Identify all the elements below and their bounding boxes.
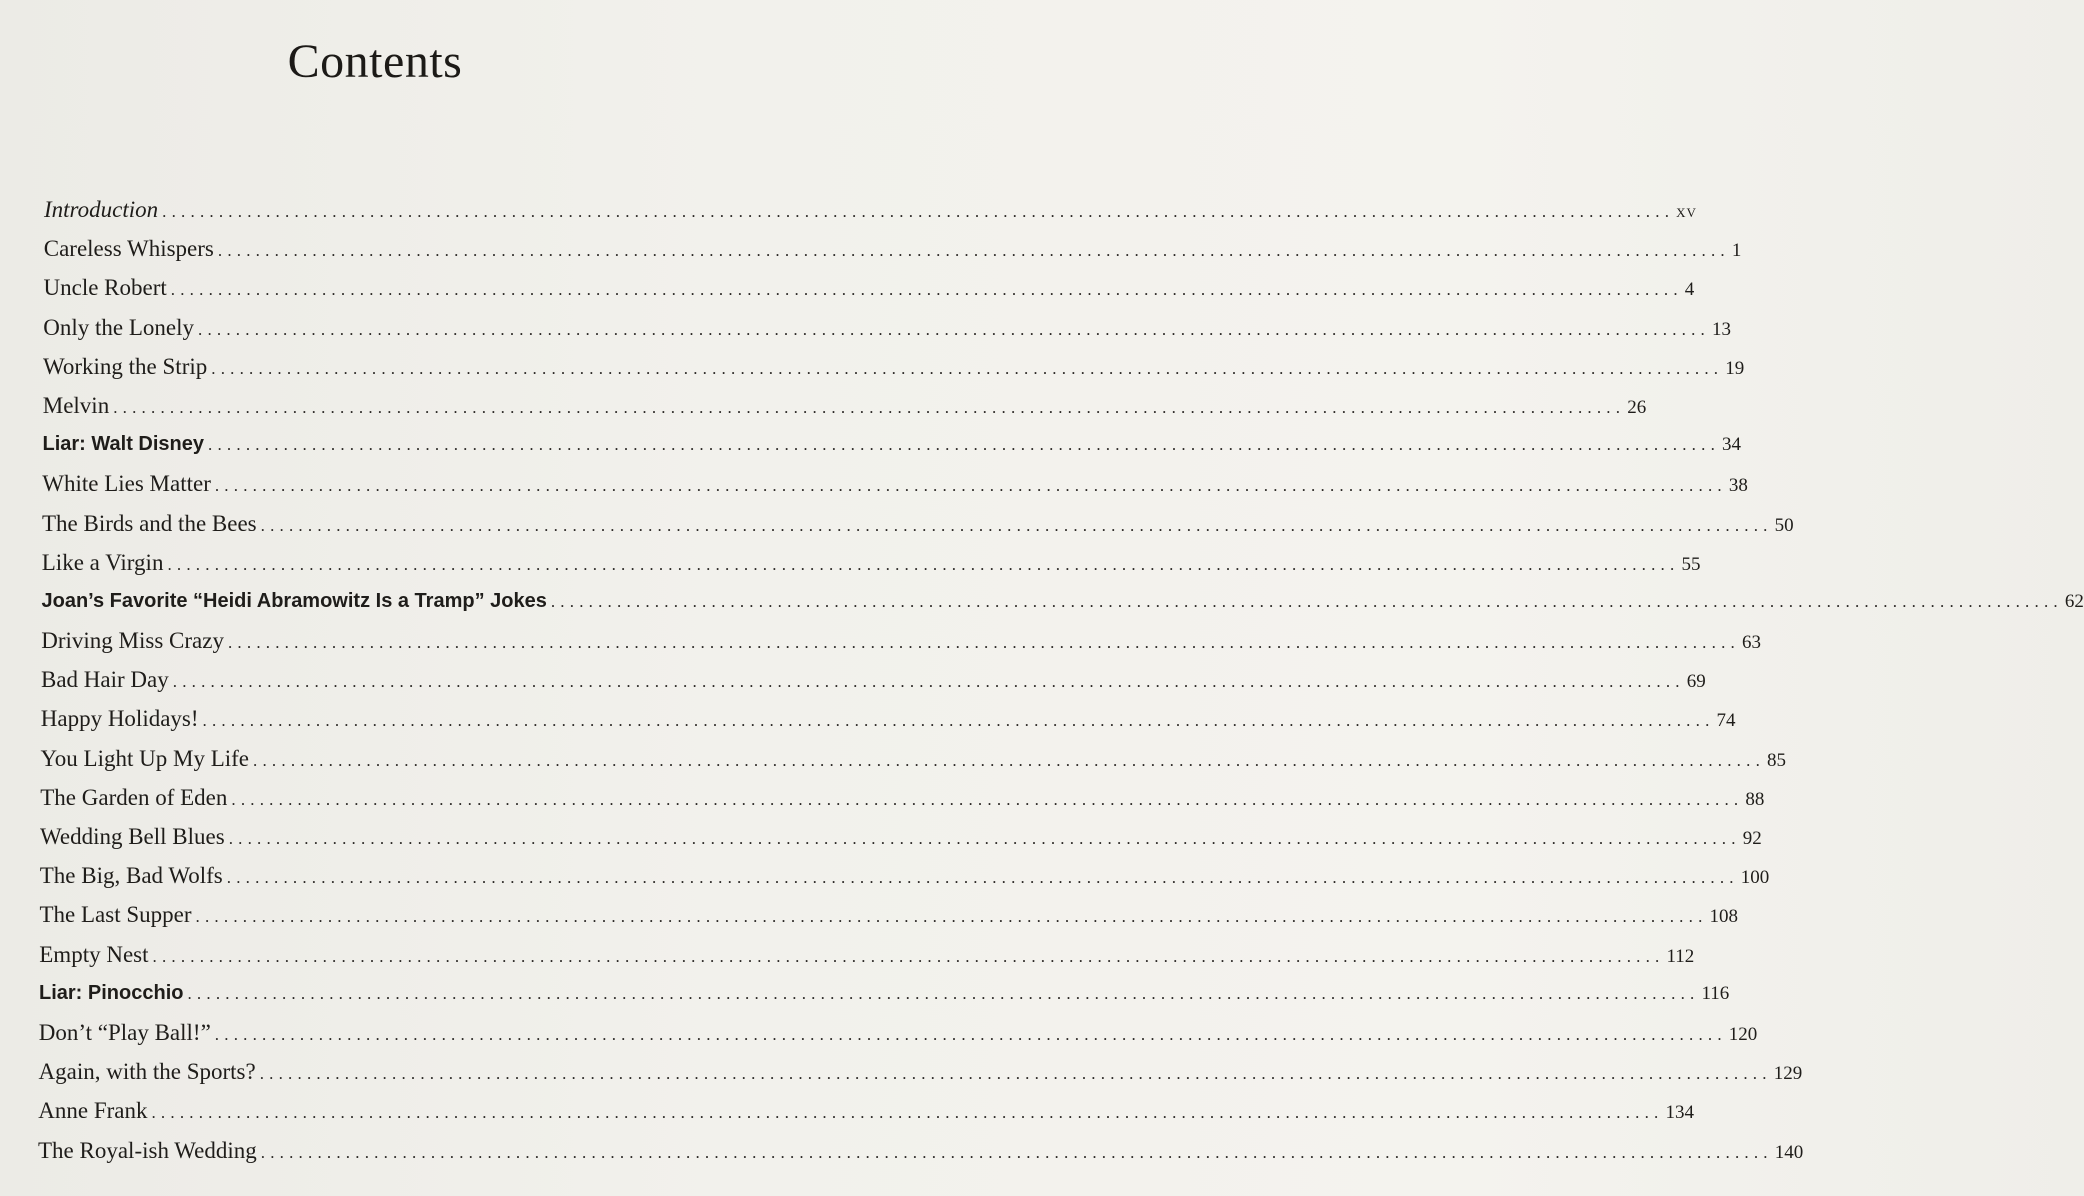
toc-entry-title: The Garden of Eden — [40, 784, 228, 810]
toc-entry-page: 62 — [2064, 590, 2084, 612]
toc-entry-page: 26 — [1627, 396, 1647, 418]
dot-leader: ................................................................................................................................................................ — [208, 435, 1721, 455]
toc-entry — [0, 1052, 1803, 1091]
toc-entry-title: White Lies Matter — [42, 471, 211, 497]
toc-entry-page: 100 — [1740, 867, 1770, 889]
dot-leader: ................................................................................................................................................................ — [113, 397, 1626, 417]
dot-leader: ................................................................................................................................................................ — [195, 907, 1708, 927]
toc-entry-page: 13 — [1712, 318, 1731, 340]
toc-entry-page: 92 — [1742, 828, 1762, 849]
toc-entry — [0, 504, 1794, 543]
toc-entry — [0, 308, 1731, 347]
toc-entry-title: Like a Virgin — [41, 549, 164, 575]
toc-entry-title: Don’t “Play Ball!” — [38, 1019, 211, 1045]
toc-entry-title: Introduction — [44, 197, 159, 222]
toc-entry — [0, 621, 1761, 660]
dot-leader: ................................................................................................................................................................ — [550, 591, 2063, 611]
toc-entry-page: 63 — [1741, 632, 1761, 654]
toc-entry-title: The Last Supper — [39, 902, 192, 928]
dot-leader: ................................................................................................................................................................ — [228, 829, 1741, 848]
toc-entry — [0, 817, 1762, 856]
toc-entry-page: 38 — [1728, 475, 1748, 497]
page-title: Contents — [287, 35, 463, 88]
toc-entry-title: Wedding Bell Blues — [40, 824, 225, 849]
dot-leader: ................................................................................................................................................................ — [214, 476, 1727, 496]
dot-leader: ................................................................................................................................................................ — [172, 672, 1685, 692]
toc-entry-title: Anne Frank — [38, 1098, 148, 1124]
toc-entry-page: 55 — [1681, 553, 1701, 575]
dot-leader: ................................................................................................................................................................ — [211, 358, 1724, 378]
toc-entry-title: Driving Miss Crazy — [41, 628, 224, 654]
toc-entry-page: 19 — [1725, 357, 1745, 379]
dot-leader: ................................................................................................................................................................ — [217, 241, 1730, 261]
dot-leader: ................................................................................................................................................................ — [226, 868, 1739, 888]
dot-leader: ................................................................................................................................................................ — [260, 1142, 1773, 1162]
toc-entry — [0, 347, 1745, 386]
table-of-contents — [0, 190, 2084, 1170]
toc-entry-page: 134 — [1665, 1102, 1694, 1124]
toc-entry — [0, 856, 1770, 895]
toc-entry-title: Uncle Robert — [43, 275, 167, 301]
toc-entry-page: 74 — [1716, 710, 1736, 732]
toc-entry-title: Working the Strip — [43, 353, 208, 379]
toc-entry-page: 1 — [1731, 240, 1742, 262]
toc-entry-title: Liar: Pinocchio — [39, 981, 184, 1004]
dot-leader: ................................................................................................................................................................ — [202, 711, 1715, 731]
dot-leader: ................................................................................................................................................................ — [227, 633, 1740, 653]
toc-entry-page: 129 — [1773, 1063, 1803, 1085]
dot-leader: ................................................................................................................................................................ — [259, 1064, 1772, 1084]
toc-entry — [0, 582, 2084, 621]
toc-entry-page: 88 — [1745, 788, 1765, 810]
toc-entry-title: Melvin — [42, 392, 110, 418]
dot-leader: ................................................................................................................................................................ — [198, 319, 1710, 339]
dot-leader: ................................................................................................................................................................ — [214, 1024, 1727, 1044]
toc-entry — [0, 464, 1748, 503]
toc-entry-title: You Light Up My Life — [40, 745, 250, 771]
toc-entry — [0, 386, 1647, 425]
toc-entry — [0, 974, 1730, 1013]
toc-entry-page: 50 — [1774, 514, 1794, 536]
toc-entry-page: 116 — [1701, 982, 1730, 1004]
dot-leader: ................................................................................................................................................................ — [260, 515, 1773, 535]
toc-entry-title: Again, with the Sports? — [38, 1059, 256, 1085]
toc-entry — [0, 895, 1739, 934]
toc-entry-title: Only the Lonely — [43, 314, 194, 340]
toc-entry — [0, 1131, 1804, 1170]
toc-entry — [0, 778, 1765, 817]
toc-entry-title: The Big, Bad Wolfs — [39, 863, 223, 889]
toc-entry — [0, 699, 1736, 738]
toc-entry — [0, 660, 1706, 699]
toc-entry-page: 140 — [1774, 1141, 1804, 1163]
toc-entry-title: Empty Nest — [39, 941, 149, 967]
toc-entry — [0, 229, 1742, 268]
toc-entry-title: Happy Holidays! — [40, 706, 199, 732]
dot-leader: ................................................................................................................................................................ — [253, 750, 1766, 770]
toc-entry-title: Liar: Walt Disney — [42, 433, 205, 456]
dot-leader: ................................................................................................................................................................ — [167, 554, 1680, 574]
toc-entry-page: 34 — [1722, 434, 1742, 456]
toc-entry-title: The Birds and the Bees — [42, 510, 257, 536]
dot-leader: ................................................................................................................................................................ — [152, 946, 1665, 966]
dot-leader: ................................................................................................................................................................ — [231, 789, 1744, 809]
toc-entry-page: xv — [1676, 201, 1697, 222]
toc-entry — [0, 1013, 1758, 1052]
toc-entry-title: Joan’s Favorite “Heidi Abramowitz Is a Tramp” Jokes — [41, 589, 547, 612]
toc-entry — [0, 543, 1701, 582]
toc-entry — [0, 190, 1697, 229]
toc-entry-page: 85 — [1767, 749, 1787, 771]
toc-entry-page: 69 — [1686, 671, 1706, 693]
toc-entry-title: Bad Hair Day — [41, 667, 169, 693]
toc-entry-title: The Royal-ish Wedding — [38, 1137, 257, 1163]
dot-leader: ................................................................................................................................................................ — [187, 983, 1700, 1003]
toc-entry-page: 120 — [1728, 1023, 1758, 1045]
toc-entry-page: 108 — [1709, 906, 1739, 928]
toc-entry — [0, 268, 1695, 307]
toc-entry — [0, 935, 1695, 974]
dot-leader: ................................................................................................................................................................ — [151, 1103, 1664, 1123]
toc-entry — [0, 739, 1787, 778]
dot-leader: ................................................................................................................................................................ — [162, 202, 1675, 221]
toc-entry-page: 4 — [1684, 279, 1695, 301]
toc-entry-title: Careless Whispers — [43, 236, 214, 262]
toc-entry — [0, 425, 1742, 464]
dot-leader: ................................................................................................................................................................ — [170, 280, 1683, 300]
toc-entry-page: 112 — [1666, 945, 1695, 967]
toc-entry — [0, 1091, 1694, 1130]
